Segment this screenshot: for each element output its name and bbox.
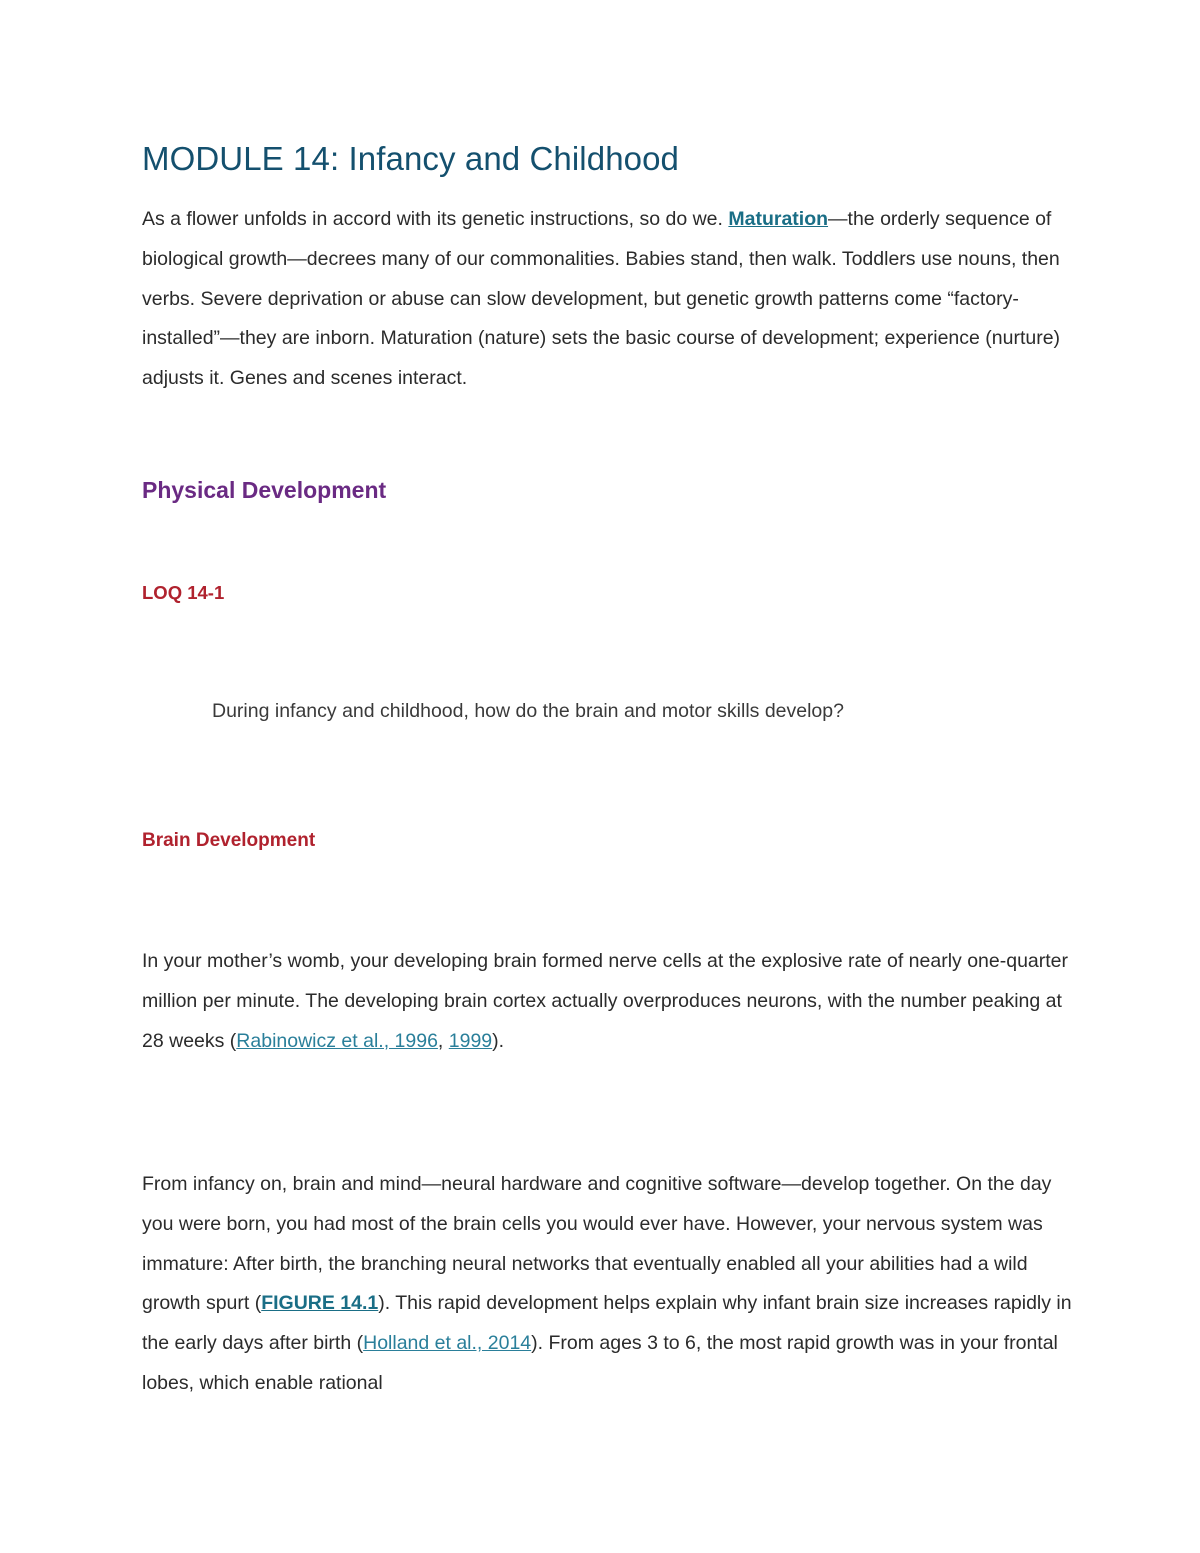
womb-text-2: ). bbox=[492, 1029, 505, 1052]
module-title: MODULE 14: Infancy and Childhood bbox=[142, 140, 680, 177]
intro-text-1: As a flower unfolds in accord with its genetic instructions, so do we. bbox=[142, 208, 729, 230]
figure-14-1-link[interactable]: FIGURE 14.1 bbox=[261, 1292, 379, 1315]
section-heading-physical-development: Physical Development bbox=[142, 477, 387, 503]
loq-label: LOQ 14-1 bbox=[142, 582, 225, 603]
infancy-text-2: ). This rapid development helps explain why infant brain size increases rapidly in the early days after birth ( bbox=[142, 1292, 1072, 1355]
citation-link-1999[interactable]: 1999 bbox=[448, 1029, 493, 1052]
citation-link-rabinowicz-1996[interactable]: Rabinowicz et al., 1996 bbox=[236, 1029, 438, 1052]
infancy-text-1: From infancy on, brain and mind—neural hardware and cognitive software—develop together. On the day you were born, you had most of the brain cells you would ever have. However, your nervous system was immature: After birth, the branching neural networks that eventually enabled all your abilities had a wild growth spurt ( bbox=[142, 1173, 1052, 1315]
infancy-paragraph bbox=[142, 1165, 1072, 1404]
maturation-term-link[interactable]: Maturation bbox=[728, 208, 829, 230]
womb-paragraph bbox=[142, 942, 1072, 1061]
loq-question: During infancy and childhood, how do the brain and motor skills develop? bbox=[212, 700, 844, 722]
infancy-text-3: ). From ages 3 to 6, the most rapid growth was in your frontal lobes, which enable rational bbox=[142, 1332, 1058, 1394]
citation-link-holland-2014[interactable]: Holland et al., 2014 bbox=[363, 1332, 532, 1355]
citation-separator: , bbox=[437, 1029, 449, 1052]
intro-text-2: —the orderly sequence of biological growth—decrees many of our commonalities. Babies stand, then walk. Toddlers use nouns, then verbs. Severe deprivation or abuse can slow development, but genetic growth patterns come “factory-installed”—they are inborn. Maturation (nature) sets the basic course of development; experience (nurture) adjusts it. Genes and scenes interact. bbox=[142, 208, 1061, 390]
intro-paragraph bbox=[142, 200, 1072, 399]
womb-text-1: In your mother’s womb, your developing brain formed nerve cells at the explosive rate of nearly one-quarter million per minute. The developing brain cortex actually overproduces neurons, with the number peaking at 28 weeks ( bbox=[142, 950, 1069, 1052]
subsection-heading-brain-development: Brain Development bbox=[142, 830, 316, 851]
